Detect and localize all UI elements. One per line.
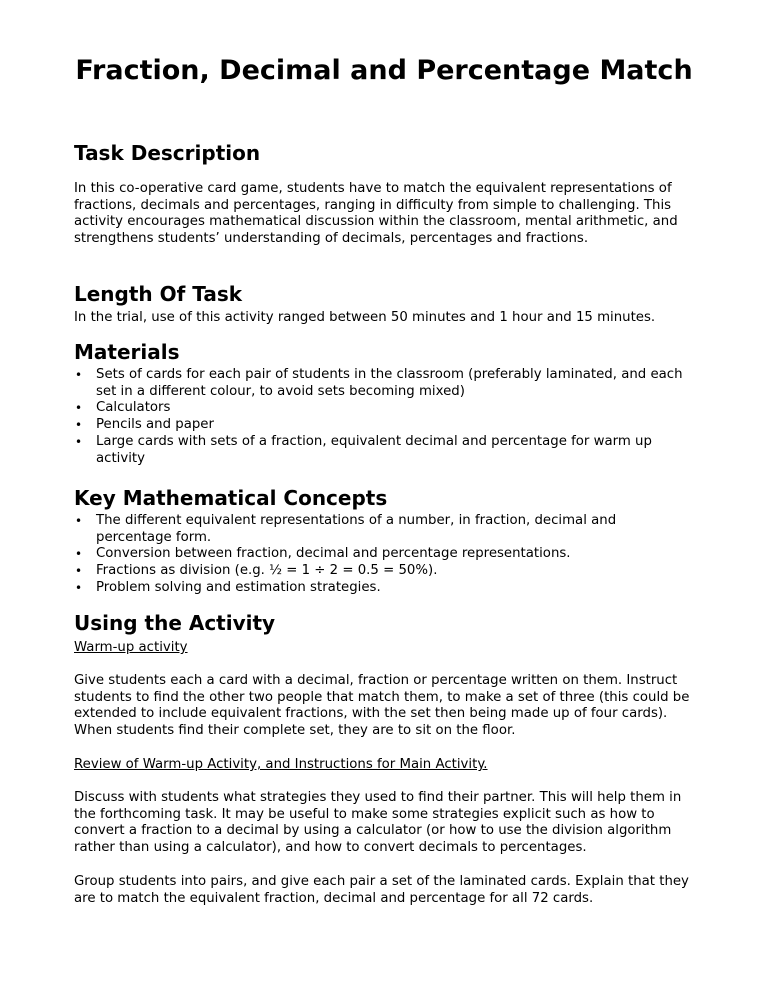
list-item: • Calculators	[74, 400, 694, 417]
list-item: • Large cards with sets of a fraction, equivalent decimal and percentage for warm up activity	[74, 434, 694, 467]
length-of-task-text: In the trial, use of this activity ranged between 50 minutes and 1 hour and 15 minutes.	[74, 310, 656, 325]
length-of-task-heading: Length Of Task	[74, 282, 243, 306]
document-title: Fraction, Decimal and Percentage Match	[75, 55, 693, 86]
list-item: • The different equivalent representations of a number, in fraction, decimal and percentage form.	[74, 513, 694, 546]
warmup-label: Warm-up activity	[74, 640, 188, 655]
list-item: • Sets of cards for each pair of students in the classroom (preferably laminated, and each set in a different colour, to avoid sets becoming mixed)	[74, 367, 694, 400]
review-text: Discuss with students what strategies they used to find their partner. This will help them in the forthcoming task. It may be useful to make some strategies explicit such as how to convert a fraction to a decimal by using a calculator (or how to use the division algorithm rather than using a calculator), and how to convert decimals to percentages.	[74, 790, 682, 856]
warmup-text: Give students each a card with a decimal, fraction or percentage written on them. Instruct students to find the other two people that match them, to make a set of three (this could be extended to include equivalent fractions, with the set then being made up of four cards). When students find their complete set, they are to sit on the floor.	[74, 673, 690, 739]
review-label: Review of Warm-up Activity, and Instructions for Main Activity.	[74, 757, 488, 772]
group-text: Group students into pairs, and give each pair a set of the laminated cards. Explain that they are to match the equivalent fraction, decimal and percentage for all 72 cards.	[74, 874, 689, 906]
key-concepts-heading: Key Mathematical Concepts	[74, 486, 388, 510]
list-item: • Problem solving and estimation strategies.	[74, 580, 694, 597]
task-description-text: In this co-operative card game, students have to match the equivalent representations of fractions, decimals and percentages, ranging in difficulty from simple to challenging. This activity encourages mathematical discussion within the classroom, mental arithmetic, and strengthens students’ understanding of decimals, percentages and fractions.	[74, 181, 678, 247]
materials-list	[74, 367, 694, 467]
list-item: • Fractions as division (e.g. ½ = 1 ÷ 2 = 0.5 = 50%).	[74, 563, 694, 580]
list-item: • Conversion between fraction, decimal and percentage representations.	[74, 546, 694, 563]
materials-heading: Materials	[74, 340, 180, 364]
key-concepts-list	[74, 513, 694, 597]
list-item: • Pencils and paper	[74, 417, 694, 434]
task-description-heading: Task Description	[74, 141, 261, 165]
using-activity-heading: Using the Activity	[74, 611, 276, 635]
